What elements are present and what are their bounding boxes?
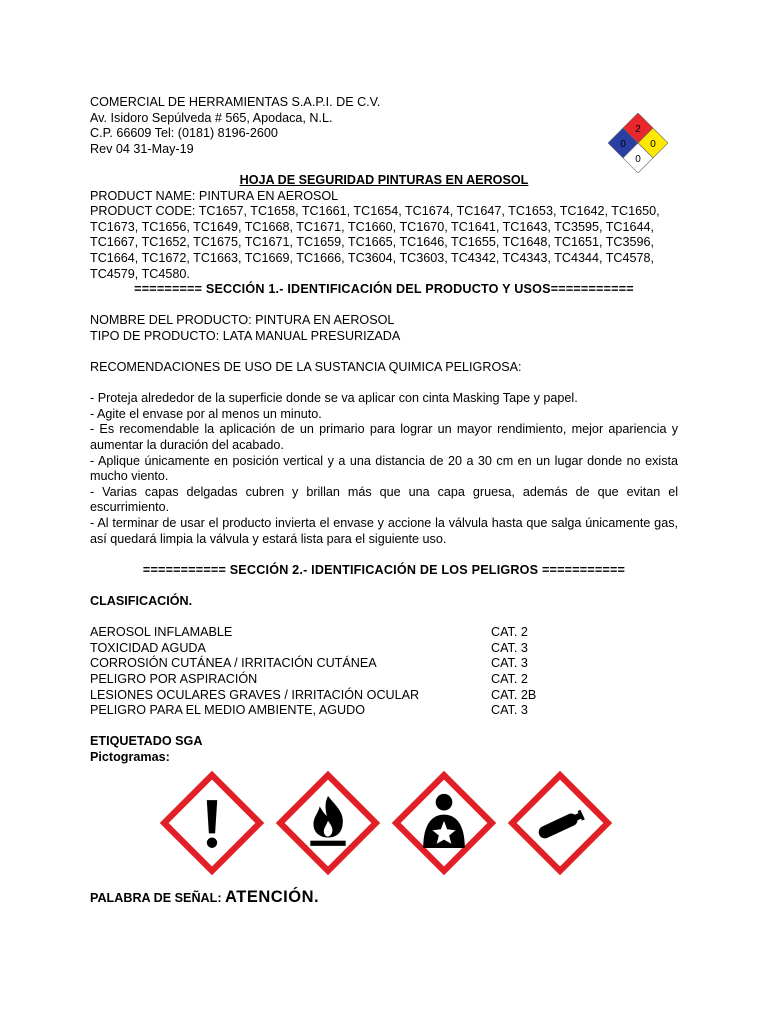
gas-cylinder-icon	[508, 771, 612, 875]
classification-category: CAT. 2	[491, 671, 528, 686]
company-address: Av. Isidoro Sepúlveda # 565, Apodaca, N.L.	[90, 110, 333, 125]
nfpa-health-value: 2	[635, 124, 641, 135]
product-tipo: TIPO DE PRODUCTO: LATA MANUAL PRESURIZADA	[90, 328, 401, 343]
product-name: PRODUCT NAME: PINTURA EN AEROSOL	[90, 188, 339, 203]
signal-word-label: PALABRA DE SEÑAL:	[90, 891, 226, 905]
classification-title: CLASIFICACIÓN.	[90, 594, 193, 608]
safety-data-sheet	[90, 95, 678, 766]
product-code-line: TC1664, TC1672, TC1663, TC1669, TC1666, TC3604, TC3603, TC4342, TC4343, TC4344, TC4578,	[90, 250, 655, 265]
company-phone: C.P. 66609 Tel: (0181) 8196-2600	[90, 126, 278, 141]
classification-row	[90, 641, 678, 657]
classification-row	[90, 656, 678, 672]
classification-name: TOXICIDAD AGUDA	[90, 640, 206, 655]
classification-category: CAT. 3	[491, 703, 528, 718]
product-code-line: PRODUCT CODE: TC1657, TC1658, TC1661, TC1654, TC1674, TC1647, TC1653, TC1642, TC1650,	[90, 204, 660, 219]
classification-row	[90, 703, 678, 719]
product-code-line: TC1667, TC1652, TC1675, TC1671, TC1659, TC1665, TC1646, TC1655, TC1648, TC1651, TC3596,	[90, 235, 655, 250]
classification-category: CAT. 3	[491, 656, 528, 671]
revision-date: Rev 04 31-May-19	[90, 141, 194, 156]
classification-category: CAT. 2B	[491, 687, 537, 702]
nfpa-left-value: 0	[620, 139, 626, 150]
recommendation-item: - Agite el envase por al menos un minuto.	[90, 406, 322, 421]
classification-name: CORROSIÓN CUTÁNEA / IRRITACIÓN CUTÁNEA	[90, 656, 377, 671]
product-nombre: NOMBRE DEL PRODUCTO: PINTURA EN AEROSOL	[90, 313, 395, 328]
classification-row	[90, 625, 678, 641]
classification-name: AEROSOL INFLAMABLE	[90, 625, 233, 640]
section-2-heading: =========== SECCIÓN 2.- IDENTIFICACIÓN DE LOS PELIGROS ===========	[142, 562, 626, 577]
classification-name: PELIGRO POR ASPIRACIÓN	[90, 671, 258, 686]
ghs-pictograms	[160, 771, 610, 871]
recommendation-item: - Al terminar de usar el producto invierta el envase y accione la válvula hasta que salga únicamente gas, así quedará limpia la válvula y estará lista para el siguiente uso.	[90, 516, 678, 546]
recommendation-item: - Varias capas delgadas cubren y brillan más que una capa gruesa, además de que evitan el escurrimiento.	[90, 484, 678, 515]
classification-category: CAT. 2	[491, 625, 528, 640]
section-1-heading: ========= SECCIÓN 1.- IDENTIFICACIÓN DEL PRODUCTO Y USOS===========	[134, 282, 634, 297]
company-name: COMERCIAL DE HERRAMIENTAS S.A.P.I. DE C.V.	[90, 95, 381, 109]
classification-row	[90, 688, 678, 704]
classification-name: PELIGRO PARA EL MEDIO AMBIENTE, AGUDO	[90, 703, 366, 718]
product-code-line: TC4579, TC4580.	[90, 266, 190, 281]
recommendations-title: RECOMENDACIONES DE USO DE LA SUSTANCIA QUIMICA PELIGROSA:	[90, 360, 522, 375]
product-code-line: TC1673, TC1656, TC1649, TC1668, TC1671, TC1660, TC1670, TC1641, TC1643, TC3595, TC1644,	[90, 219, 655, 234]
signal-word-line	[90, 888, 319, 907]
classification-row	[90, 672, 678, 688]
document-title: HOJA DE SEGURIDAD PINTURAS EN AEROSOL	[239, 172, 529, 187]
health-hazard-icon	[392, 771, 496, 875]
classification-category: CAT. 3	[491, 640, 528, 655]
recommendation-item: - Aplique únicamente en posición vertical y a una distancia de 20 a 30 cm en un lugar donde no exista mucho viento.	[90, 453, 678, 484]
classification-name: LESIONES OCULARES GRAVES / IRRITACIÓN OCULAR	[90, 687, 420, 702]
recommendation-item: - Es recomendable la aplicación de un primario para lograr un mayor rendimiento, mejor apariencia y aumentar la duración del acabado.	[90, 422, 678, 453]
recommendation-item: - Proteja alrededor de la superficie donde se va aplicar con cinta Masking Tape y papel.	[90, 391, 578, 406]
ghs-labeling-title: ETIQUETADO SGA	[90, 734, 203, 749]
exclamation-mark-icon	[160, 771, 264, 875]
signal-word: ATENCIÓN.	[225, 888, 320, 906]
nfpa-right-value: 0	[650, 139, 656, 150]
flame-icon	[276, 771, 380, 875]
pictograms-title: Pictogramas:	[90, 749, 170, 764]
nfpa-bottom-value: 0	[635, 154, 641, 165]
